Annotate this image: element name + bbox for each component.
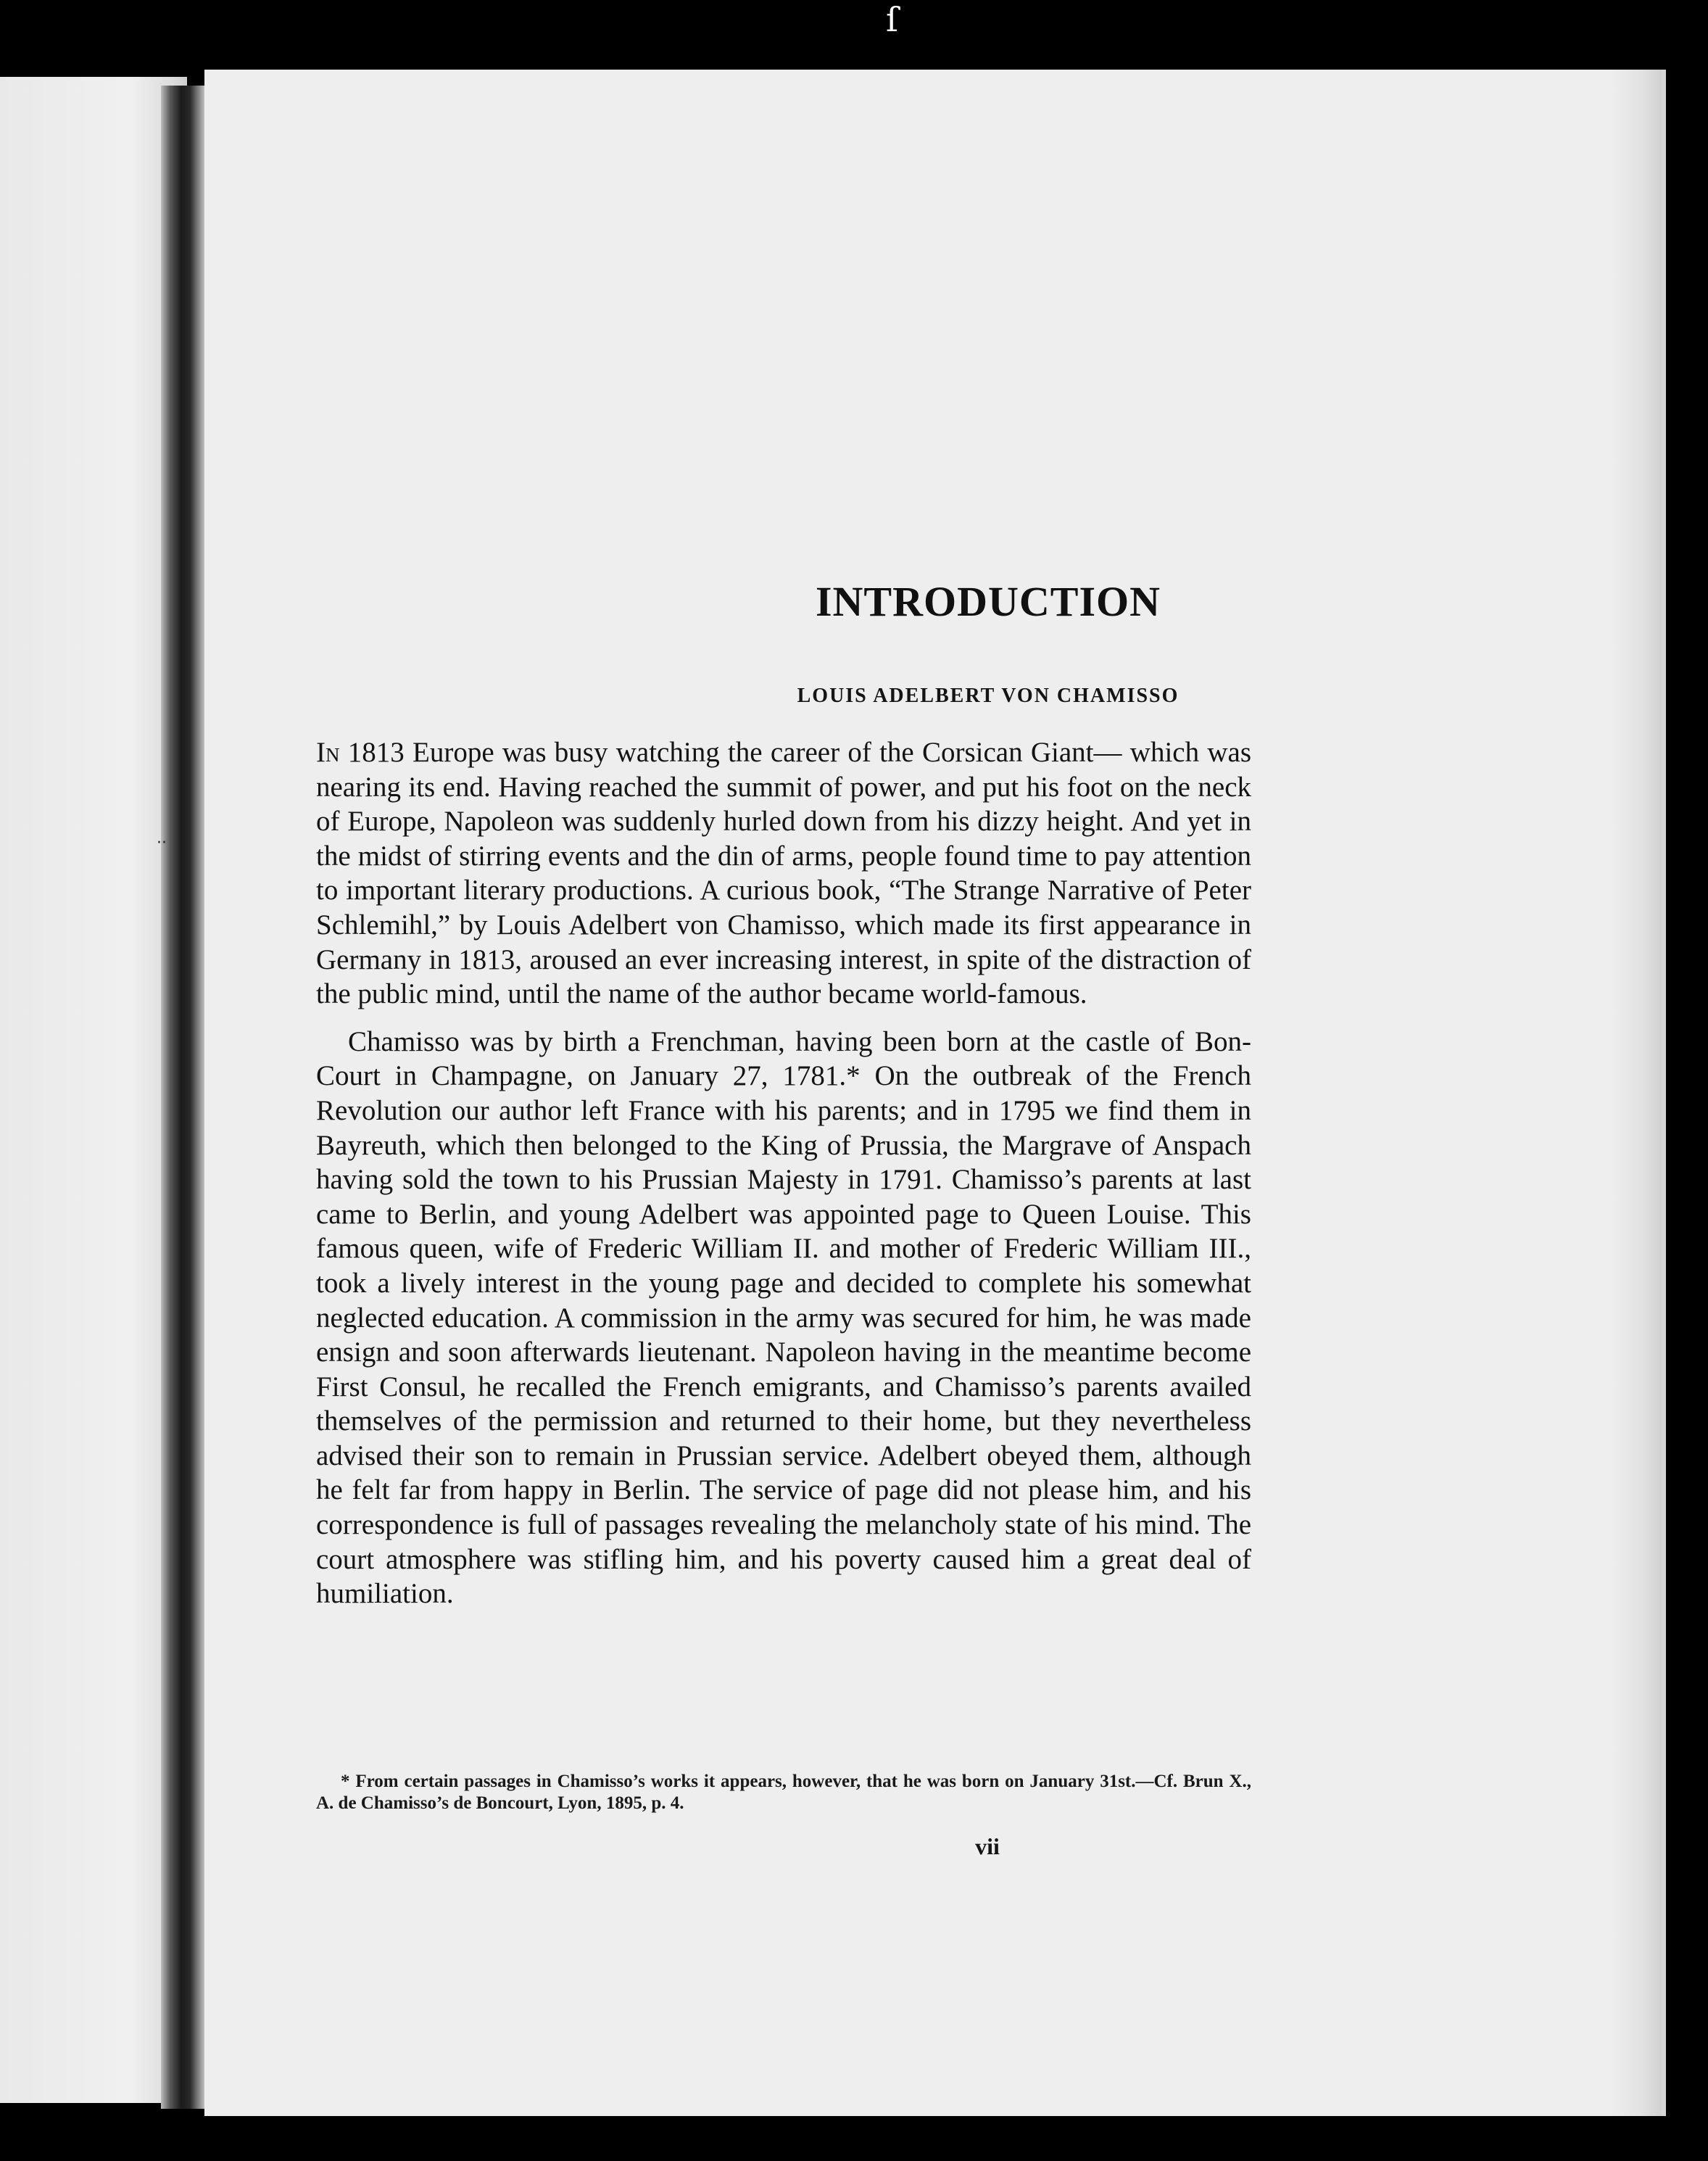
page-number: vii — [975, 1833, 1000, 1859]
paragraph-1 — [316, 735, 1251, 1012]
chapter-heading: INTRODUCTION — [815, 578, 1161, 625]
body-text — [316, 735, 1251, 1611]
scan-edge-mark: ſ — [886, 0, 899, 39]
gutter-dots: ·· — [157, 834, 167, 852]
book-page — [204, 70, 1666, 2116]
book-binding-gutter — [161, 86, 206, 2109]
left-page-edge — [0, 77, 187, 2103]
footnote: * From certain passages in Chamisso’s works it appears, however, that he was born on January 31st.—Cf. Brun X., A. de Chamisso’s de Boncourt, Lyon, 1895, p. 4. — [316, 1772, 1251, 1813]
paragraph-1-lead: In — [316, 737, 340, 768]
paragraph-2: Chamisso was by birth a Frenchman, having been born at the castle of Bon-Court in Champagne, on January 27, 1781.* On the outbreak of the French Revolution our author left France with his parents; and in 1795 we find them in Bayreuth, which then belonged to the King of Prussia, the Margrave of Anspach having sold the town to his Prussian Majesty in 1791. Chamisso’s parents at last came to Berlin, and young Adelbert was appointed page to Queen Louise. This famous queen, wife of Frederic William II. and mother of Frederic William III., took a lively interest in the young page and decided to complete his somewhat neglected education. A commission in the army was secured for him, he was made ensign and soon afterwards lieutenant. Napoleon having in the meantime become First Consul, he recalled the French emigrants, and Chamisso’s parents availed themselves of the permission and returned to their home, but they nevertheless advised their son to remain in Prussian service. Adelbert obeyed them, although he felt far from happy in Berlin. The service of page did not please him, and his correspondence is full of passages revealing the melancholy state of his mind. The court atmosphere was stifling him, and his poverty caused him a great deal of humiliation. — [316, 1025, 1251, 1610]
page-edge-shadow — [1611, 70, 1662, 2116]
chapter-subheading: LOUIS ADELBERT VON CHAMISSO — [797, 685, 1180, 707]
paragraph-1-text: 1813 Europe was busy watching the career of the Corsican Giant— which was nearing its end. Having reached the summit of power, and put his foot on the neck of Europe, Napoleon was suddenly hurled down from his dizzy height. And yet in the midst of stirring events and the din of arms, people found time to pay attention to important literary productions. A curious book, “The Strange Narrative of Peter Schlemihl,” by Louis Adelbert von Chamisso, which made its first appearance in Germany in 1813, aroused an ever increasing interest, in spite of the distraction of the public mind, until the name of the author became world-famous. — [316, 737, 1251, 1010]
